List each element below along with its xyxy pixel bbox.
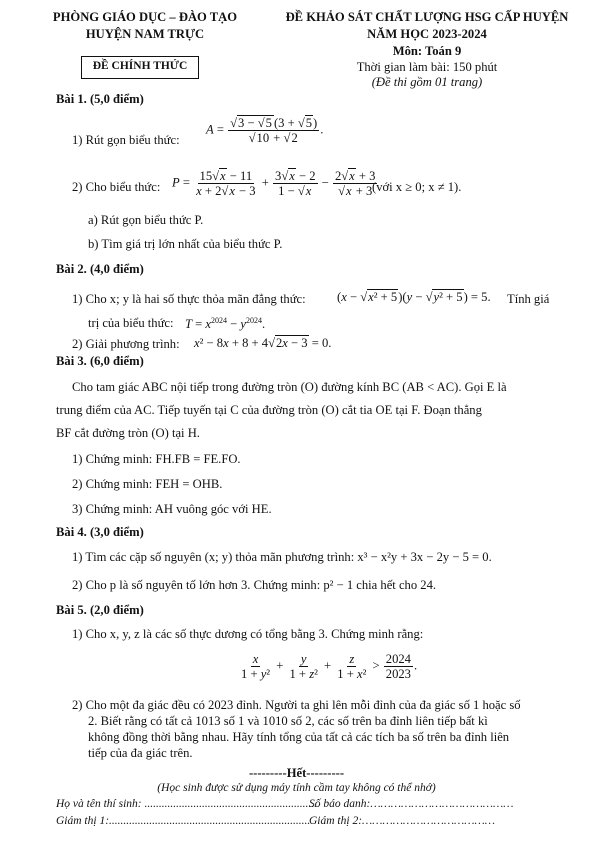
formula-A: A = $\frac{√3 - √5 (3 + √5)}{√10 + √2}$ . <box>206 116 324 145</box>
department-name: PHÒNG GIÁO DỤC – ĐÀO TẠO <box>52 10 238 24</box>
problem-4-q2: 2) Cho p là số nguyên tố lớn hơn 3. Chứng minh: p² − 1 chia hết cho 24. <box>72 578 437 592</box>
invigilator-1-field: Giám thị 1:...................................................................... <box>56 815 311 827</box>
problem-5-q2-line3: không đồng thời bằng nhau. Hãy tính tổng của tất cả các tích ba số trên ba đỉnh liên <box>88 730 510 744</box>
problem-3-q3: 3) Chứng minh: AH vuông góc với HE. <box>72 502 272 516</box>
exam-time: Thời gian làm bài: 150 phút <box>356 60 498 74</box>
problem-1-q1: 1) Rút gọn biểu thức: <box>72 133 180 147</box>
subject: Môn: Toán 9 <box>392 44 462 58</box>
problem-2-q2: 2) Giải phương trình: <box>72 337 180 351</box>
candidate-number-field: Số báo danh:…………………………………… <box>309 798 514 810</box>
problem-5-q2-line4: tiếp của đa giác trên. <box>88 746 193 760</box>
district-name: HUYỆN NAM TRỰC <box>85 27 205 41</box>
problem-3-q2: 2) Chứng minh: FEH = OHB. <box>72 477 223 491</box>
exam-title: ĐỀ KHẢO SÁT CHẤT LƯỢNG HSG CẤP HUYỆN <box>285 10 569 24</box>
end-marker: ---------Hết--------- <box>248 766 345 780</box>
problem-1-q2: 2) Cho biểu thức: <box>72 180 161 194</box>
problem-3-p3: BF cắt đường tròn (O) tại H. <box>56 426 200 440</box>
formula-equation-2: x² − 8x + 8 + 4√2x − 3 = 0. <box>194 336 332 350</box>
calculator-note: (Học sinh được sử dụng máy tính cầm tay không có thể nhớ) <box>157 782 436 794</box>
formula-T: $T = x^{2024} - y^{2024}$. <box>185 316 266 332</box>
problem-3-q1: 1) Chứng minh: FH.FB = FE.FO. <box>72 452 241 466</box>
problem-5-title: Bài 5. (2,0 điểm) <box>56 603 144 617</box>
problem-2-q1b: Tính giá <box>507 292 550 306</box>
problem-3-p2: trung điểm của AC. Tiếp tuyến tại C của đường tròn (O) cắt tia OE tại F. Đoạn thẳng <box>56 403 482 417</box>
formula-P: P = $\frac{15√x - 11}{x + 2√x - 3}$ + $\frac{3√x - 2}{1 - √x}$ − $\frac{2√x + 3}{√x + 3}$ <box>172 169 376 198</box>
problem-3-p1: Cho tam giác ABC nội tiếp trong đường tròn (O) đường kính BC (AB < AC). Gọi E là <box>72 380 507 394</box>
page-count: (Đề thi gồm 01 trang) <box>371 75 483 89</box>
problem-5-q1: 1) Cho x, y, z là các số thực dương có tổng bằng 3. Chứng minh rằng: <box>72 627 424 641</box>
invigilator-2-field: Giám thị 2:………………………………… <box>309 815 495 827</box>
problem-4-title: Bài 4. (3,0 điểm) <box>56 525 144 539</box>
problem-1-title: Bài 1. (5,0 điểm) <box>56 92 144 106</box>
problem-2-q1c: trị của biểu thức: <box>88 316 174 330</box>
problem-4-q1: 1) Tìm các cặp số nguyên (x; y) thỏa mãn phương trình: x³ − x²y + 3x − 2y − 5 = 0. <box>72 550 492 564</box>
formula-equation-1: (x − √x² + 5)(y − √y² + 5) = 5. <box>337 290 491 304</box>
student-name-field: Họ và tên thí sinh: ............................................................ <box>56 798 317 810</box>
formula-inequality: $\frac{x}{\text{1 + y²}}$ + $\frac{y}{\text{1 + z²}}$ + $\frac{z}{\text{1 + x²}}$ > $\frac{2024}{2023}$ . <box>241 652 418 681</box>
problem-1-qb: b) Tìm giá trị lớn nhất của biểu thức P. <box>88 237 283 251</box>
problem-2-q1a: 1) Cho x; y là hai số thực thỏa mãn đẳng thức: <box>72 292 306 306</box>
problem-1-qa: a) Rút gọn biểu thức P. <box>88 213 204 227</box>
problem-2-title: Bài 2. (4,0 điểm) <box>56 262 144 276</box>
condition: (với x ≥ 0; x ≠ 1). <box>372 180 462 194</box>
problem-5-q2-line2: 2. Biết rằng có tất cả 1013 số 1 và 1010 số 2, các số trên ba đỉnh liên tiếp bất kì <box>88 714 488 728</box>
problem-3-title: Bài 3. (6,0 điểm) <box>56 354 144 368</box>
problem-5-q2-line1: 2) Cho một đa giác đều có 2023 đỉnh. Người ta ghi lên mỗi đỉnh của đa giác số 1 hoặc số <box>72 698 521 712</box>
official-label: ĐỀ CHÍNH THỨC <box>92 60 188 72</box>
school-year: NĂM HỌC 2023-2024 <box>367 27 487 41</box>
